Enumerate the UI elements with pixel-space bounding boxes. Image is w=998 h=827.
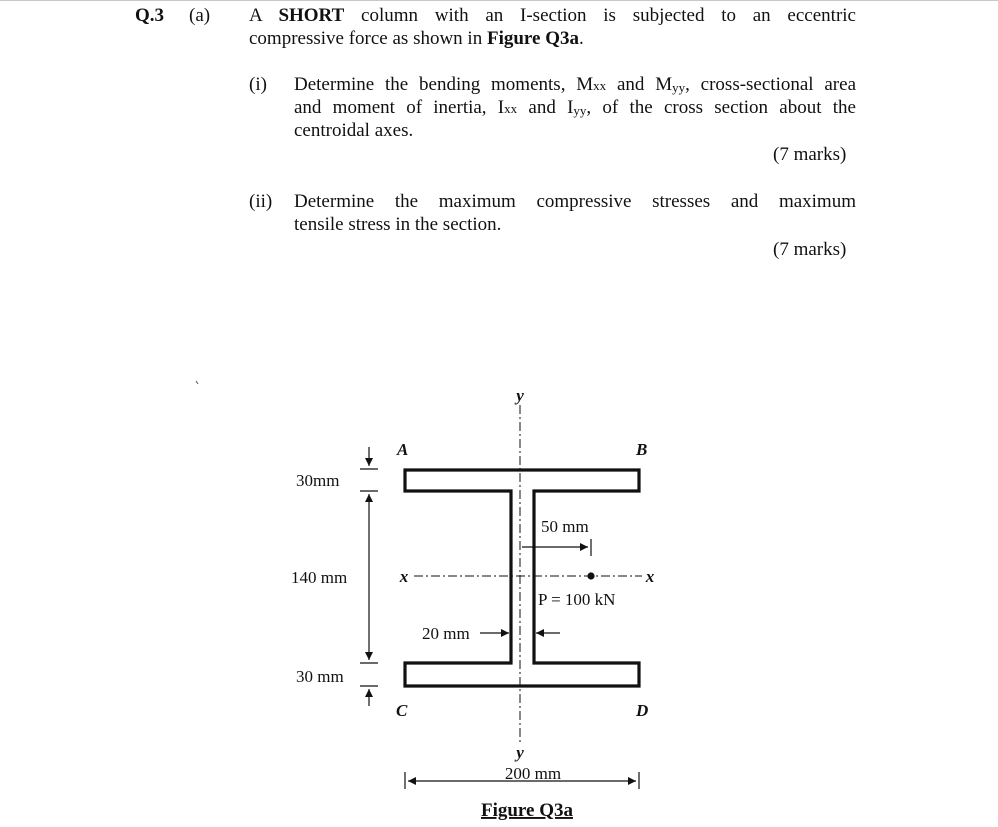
question-intro-line1: A SHORT column with an I-section is subjected to an eccentric [249,5,856,26]
sub-i-line3: centroidal axes. [294,120,414,141]
axis-y-bottom-label: y [516,743,524,762]
question-intro-line2: compressive force as shown in Figure Q3a. [249,28,584,49]
web-thickness-dimension: 20 mm [422,624,470,643]
stray-mark [196,381,198,384]
eccentricity-dimension: 50 mm [541,517,589,536]
width-dimension: 200 mm [504,764,562,783]
axis-y-top-label: y [516,386,524,405]
sub-ii-marks: (7 marks) [773,239,847,260]
sub-i-label: (i) [249,74,267,95]
corner-d-label: D [636,701,649,720]
load-label: P = 100 kN [538,590,616,609]
corner-a-label: A [397,440,409,459]
axis-x-left-label: x [399,567,409,586]
axis-x-right-label: x [645,567,655,586]
sub-ii-label: (ii) [249,191,273,212]
i-section-outline [405,470,639,686]
figure-caption: Figure Q3a [480,800,574,821]
corner-c-label: C [396,701,408,720]
sub-i-line2: and moment of inertia, Ixx and Iyy, of the cross section about the [294,97,856,118]
corner-b-label: B [636,440,648,459]
question-number: Q.3 [135,5,165,26]
figure-reference: Figure Q3a [486,28,579,49]
bottom-flange-dimension: 30 mm [296,667,344,686]
load-point [587,572,594,579]
web-height-dimension: 140 mm [291,568,348,587]
sub-ii-line1: Determine the maximum compressive stresses and maximum [294,191,856,212]
top-flange-dimension: 30mm [296,471,340,490]
sub-ii-line2: tensile stress in the section. [294,214,502,235]
sub-i-line1: Determine the bending moments, Mxx and Myy, cross-sectional area [294,74,857,95]
question-part: (a) [189,5,211,26]
sub-i-marks: (7 marks) [773,144,847,165]
